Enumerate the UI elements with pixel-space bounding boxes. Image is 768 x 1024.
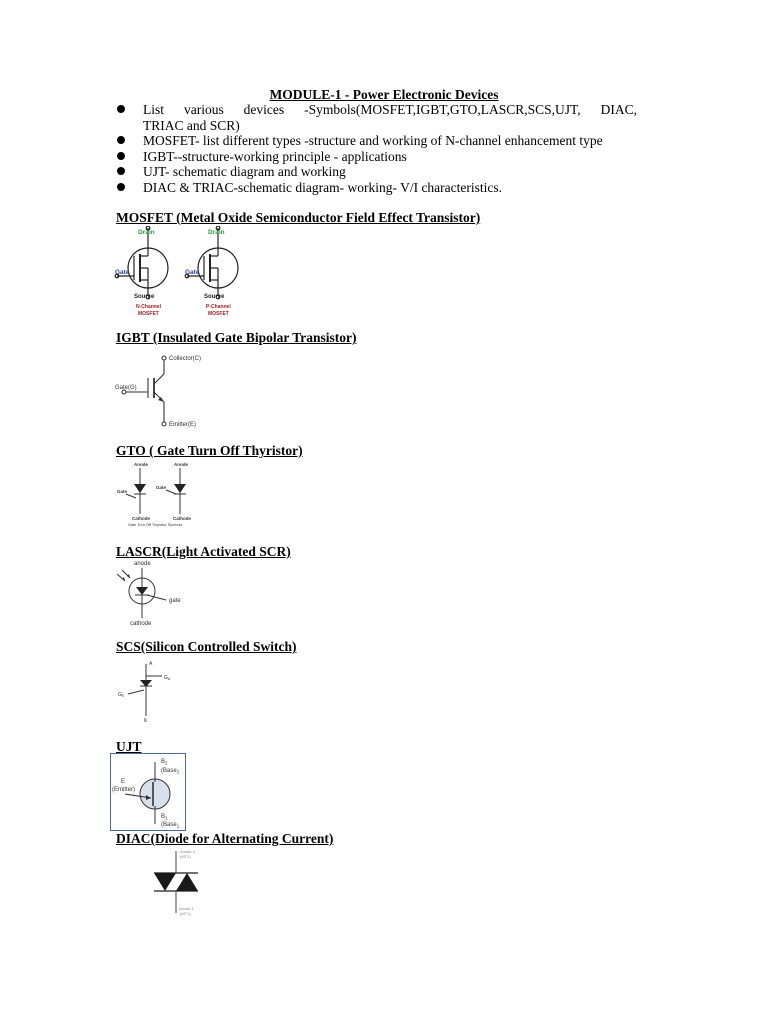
drain-label: Drain: [138, 229, 155, 236]
list-item: DIAC & TRIAC-schematic diagram- working- V/I characteristics.: [117, 180, 637, 196]
anode-gate-subscript: A: [167, 677, 171, 681]
drain-label: Drain: [208, 229, 225, 236]
cathode-gate-label: G: [118, 692, 122, 698]
gate-label: Gate: [117, 489, 128, 494]
mt2-label: (MT2): [180, 854, 191, 859]
b1-label: B: [161, 814, 166, 820]
gto-caption: Gate Turn Off Thyristor Symbols: [128, 523, 183, 527]
p-channel-caption: P-Channel: [206, 304, 231, 310]
b2-subscript: 2: [165, 760, 168, 766]
emitter-label: E: [121, 779, 126, 785]
b2-label: B: [161, 759, 166, 765]
list-item-text: List various devices -Symbols(MOSFET,IGBT,GTO,LASCR,SCS,UJT, DIAC,: [143, 102, 637, 117]
list-item: IGBT--structure-working principle - applications: [117, 149, 637, 165]
base2-subscript: 2: [176, 769, 180, 775]
gto-symbol-b: [166, 468, 186, 514]
emitter-full-label: (Emitter): [112, 787, 135, 793]
emitter-label: Emitter(E): [169, 422, 196, 428]
page-title: MODULE-1 - Power Electronic Devices: [269, 87, 499, 102]
cathode-label: Cathode: [132, 516, 150, 521]
scs-heading: SCS(Silicon Controlled Switch): [116, 639, 297, 654]
igbt-symbol: [122, 356, 166, 426]
b1-subscript: 1: [165, 815, 168, 821]
base1-subscript: 1: [176, 823, 180, 829]
svg-text:(Base2: [161, 768, 180, 775]
cathode-label: K: [144, 718, 148, 724]
base2-label: (Base: [161, 768, 177, 774]
p-channel-mosfet-symbol: [185, 226, 238, 299]
svg-text:(Base1: [161, 822, 180, 829]
gate-label: Gate: [156, 485, 167, 490]
gate-label: Gate: [115, 269, 130, 276]
source-label: Source: [134, 294, 155, 300]
ujt-symbol-figure: [110, 753, 186, 831]
list-item: [117, 102, 637, 133]
svg-text:GK: [118, 692, 125, 698]
svg-text:GA: [164, 675, 171, 681]
anode-label: Anode: [134, 462, 148, 467]
anode-label: anode: [134, 561, 151, 567]
ujt-heading: UJT: [116, 739, 142, 754]
list-item: UJT- schematic diagram and working: [117, 164, 637, 180]
igbt-symbol-figure: [114, 352, 224, 432]
source-label: Source: [204, 294, 225, 300]
diac-symbol-figure: [146, 847, 218, 921]
mosfet-symbol-figure: [112, 226, 252, 320]
n-channel-mosfet-symbol: [115, 226, 168, 299]
anode-gate-label: G: [164, 675, 168, 681]
lascr-heading: LASCR(Light Activated SCR): [116, 544, 291, 559]
gate-label: Gate(G): [115, 385, 137, 391]
cathode-gate-subscript: K: [121, 694, 125, 698]
mosfet-heading: MOSFET (Metal Oxide Semiconductor Field Effect Transistor): [116, 210, 481, 225]
cathode-label: Cathode: [173, 516, 191, 521]
cathode-label: cathode: [130, 621, 152, 627]
svg-text:B2: [161, 759, 168, 766]
gto-symbol-figure: [114, 460, 204, 528]
list-item: MOSFET- list different types -structure and working of N-channel enhancement type: [117, 133, 637, 149]
scs-symbol: [128, 664, 162, 716]
scs-symbol-figure: [114, 660, 184, 724]
diac-heading: DIAC(Diode for Alternating Current): [116, 831, 334, 846]
mt1-label: (MT1): [180, 911, 191, 916]
anode-label: Anode: [174, 462, 188, 467]
list-item-text-continued: TRIAC and SCR): [143, 117, 240, 133]
svg-text:B1: [161, 814, 168, 821]
gate-label: Gate: [185, 269, 200, 276]
p-channel-caption-2: MOSFET: [208, 311, 229, 317]
collector-label: Collector(C): [169, 356, 202, 362]
gto-heading: GTO ( Gate Turn Off Thyristor): [116, 443, 303, 458]
gto-symbol-a: [126, 468, 146, 514]
ujt-symbol: [140, 779, 170, 809]
lascr-symbol-figure: [114, 558, 194, 628]
anode-label: A: [149, 661, 153, 667]
anode1-label: Anode 1: [179, 906, 194, 911]
n-channel-caption-2: MOSFET: [138, 311, 159, 317]
topics-list: [117, 102, 637, 195]
anode2-label: Anode 2: [180, 849, 195, 854]
igbt-heading: IGBT (Insulated Gate Bipolar Transistor): [116, 330, 357, 345]
gate-label: gate: [169, 598, 181, 604]
n-channel-caption: N-Channel: [136, 304, 161, 310]
base1-label: (Base: [161, 822, 177, 828]
